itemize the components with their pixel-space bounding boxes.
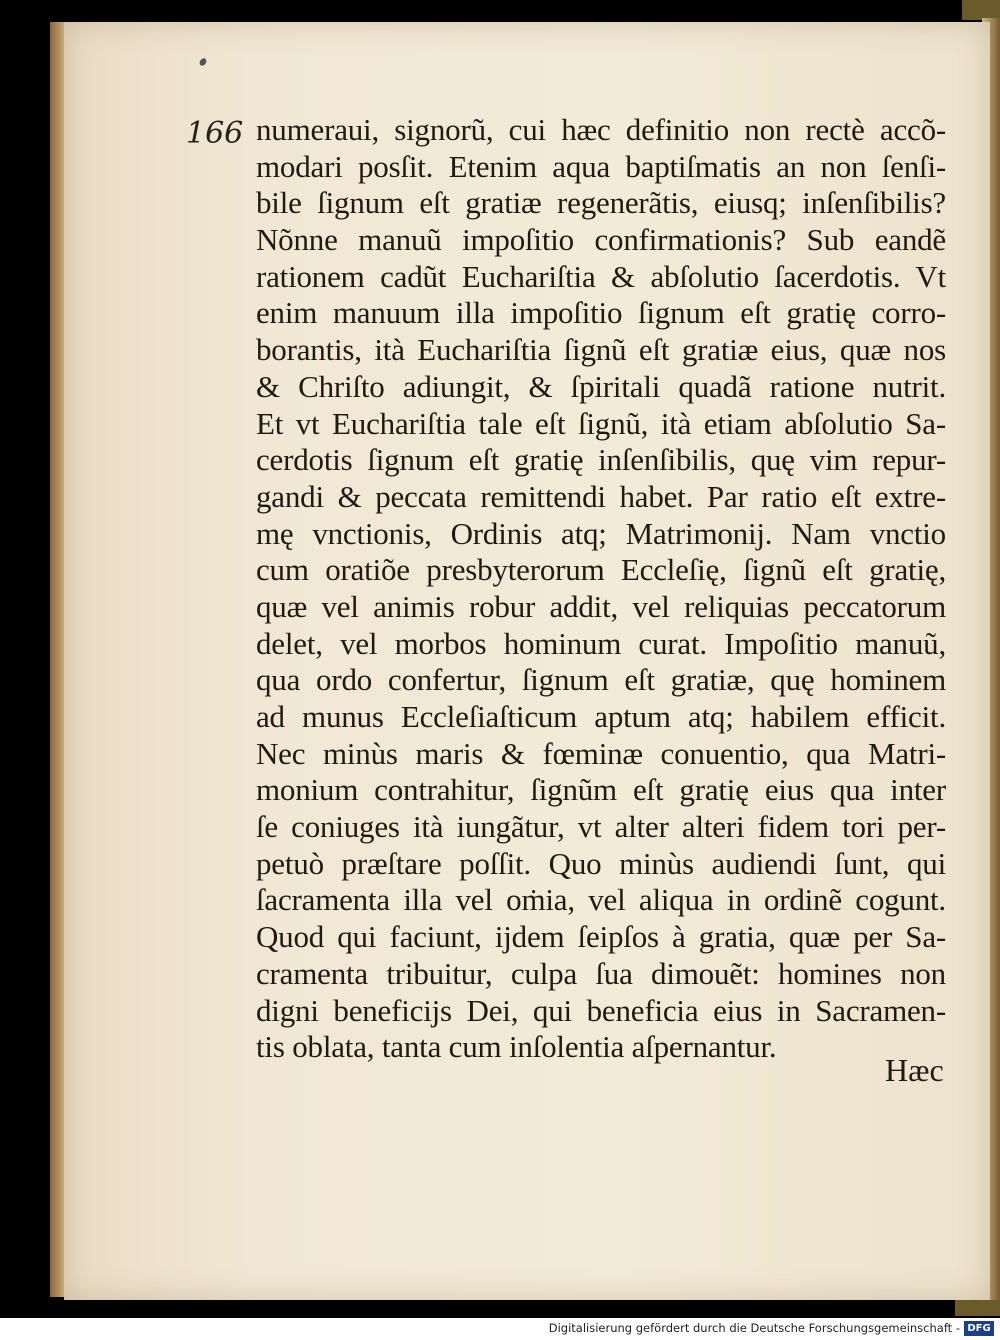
text-line: gandi & peccata remittendi habet. Par ratio eſt extre-: [256, 478, 946, 514]
text-line: cerdotis ſignum eſt gratię inſenſibilis, quę vim repur-: [256, 442, 946, 478]
text-line: tis oblata, tanta cum inſolentia aſpernantur.: [256, 1029, 777, 1065]
text-line: bile ſignum eſt gratiæ regenerãtis, eiusq; inſenſibilis?: [256, 185, 946, 221]
funding-credit: Digitalisierung gefördert durch die Deutsche Forschungsgemeinschaft -: [548, 1321, 960, 1335]
body-text: [256, 112, 946, 1066]
text-line: Nec minùs maris & fœminæ conuentio, qua Matri-: [256, 735, 946, 771]
text-line: monium contrahitur, ſignũm eſt gratię eius qua inter: [256, 772, 946, 808]
text-line: & Chriſto adiungit, & ſpiritali quadã ratione nutrit.: [256, 368, 946, 404]
text-line: Quod qui faciunt, ijdem ſeipſos à gratia, quæ per Sa-: [256, 919, 946, 955]
text-line: quæ vel animis robur addit, vel reliquias peccatorum: [256, 588, 946, 624]
text-line: rationem cadũt Euchariſtia & abſolutio ſacerdotis. Vt: [256, 258, 946, 294]
text-line: ſacramenta illa vel oṁia, vel aliqua in ordinẽ cogunt.: [256, 882, 946, 918]
text-line: cramenta tribuitur, culpa ſua dimouẽt: homines non: [256, 955, 946, 991]
binding-corner-top: [962, 0, 1000, 20]
text-line: ad munus Eccleſiaſticum aptum atq; habilem efficit.: [256, 699, 946, 734]
text-line: Nõnne manuũ impoſitio confirmationis? Sub eandẽ: [256, 222, 946, 258]
text-line: mę vnctionis, Ordinis atq; Matrimonij. Nam vnctio: [256, 515, 946, 551]
page-number: 166: [186, 116, 244, 151]
dfg-logo: DFG: [964, 1321, 994, 1336]
text-line: petuò præſtare poſſit. Quo minùs audiendi ſunt, qui: [256, 845, 946, 881]
text-line: modari posſit. Etenim aqua baptiſmatis an non ſenſi-: [256, 148, 946, 184]
text-line: digni beneficijs Dei, qui beneficia eius in Sacramen-: [256, 992, 946, 1028]
text-line: qua ordo confertur, ſignum eſt gratiæ, quę hominem: [256, 662, 946, 698]
catchword: Hæc: [885, 1052, 944, 1088]
binding-corner-bottom: [955, 1300, 1000, 1316]
text-line: Et vt Euchariſtia tale eſt ſignũ, ità etiam abſolutio Sa-: [256, 405, 946, 441]
text-line: borantis, ità Euchariſtia ſignũ eſt gratiæ eius, quæ nos: [256, 332, 946, 368]
text-line: delet, vel morbos hominum curat. Impoſitio manuũ,: [256, 625, 946, 661]
text-line: enim manuum illa impoſitio ſignum eſt gratię corro-: [256, 295, 946, 331]
text-line: numeraui, signorũ, cui hæc definitio non rectè accõ-: [256, 112, 946, 147]
text-line: ſe coniuges ità iungãtur, vt alter alteri fidem tori per-: [256, 809, 946, 845]
footer-bar: [0, 1318, 1000, 1340]
text-line: cum oratiõe presbyterorum Eccleſię, ſignũ eſt gratię,: [256, 552, 946, 588]
